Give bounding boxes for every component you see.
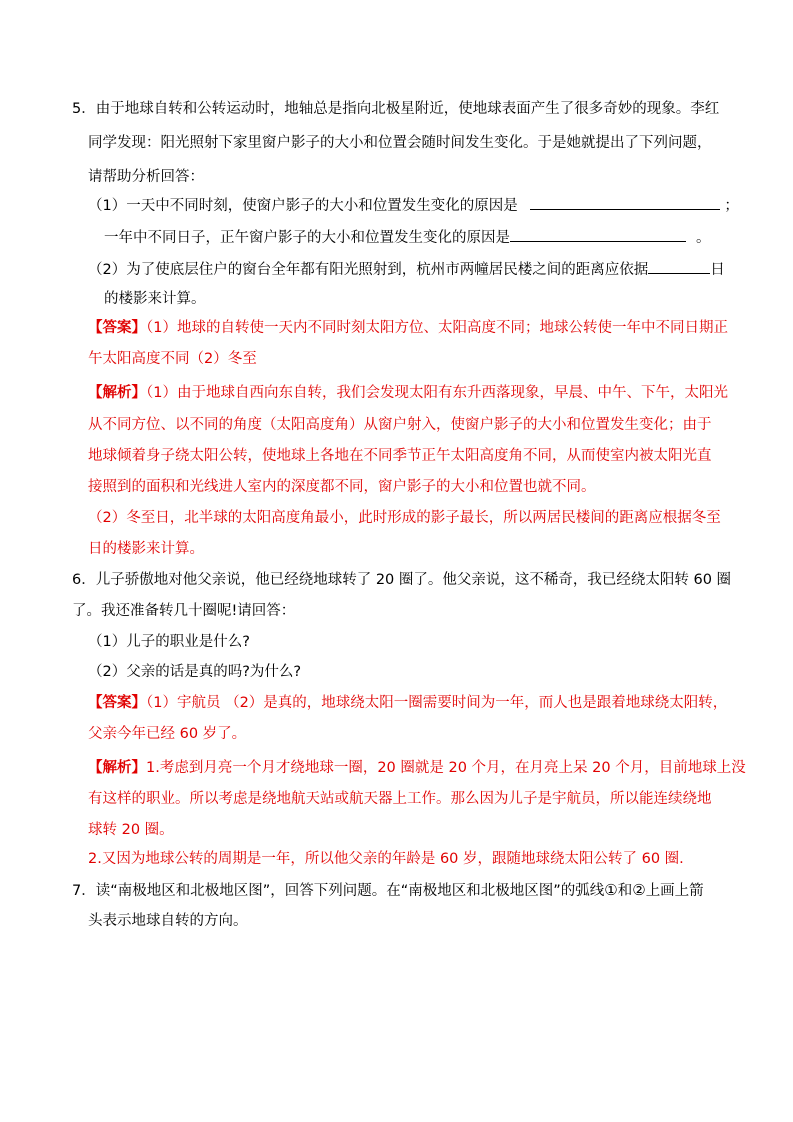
q5-part1-blank-1[interactable] bbox=[530, 194, 720, 210]
q5-part1-end-2: 。 bbox=[696, 230, 711, 246]
q6-part1: （1）儿子的职业是什么? bbox=[88, 634, 250, 650]
q5-analysis-line-4: 接照到的面积和光线进人室内的深度都不同，窗户影子的大小和位置也就不同。 bbox=[88, 479, 596, 495]
q5-analysis-line-1 bbox=[88, 383, 728, 403]
q6-answer-line-1 bbox=[88, 693, 727, 713]
q5-answer-line-1 bbox=[88, 318, 728, 338]
q6-analysis-text-1: 1.考虑到月亮一个月才绕地球一圈，20 圈就是 20 个月，在月亮上呆 20 个月，目前地球上没 bbox=[146, 760, 746, 776]
q5-part1-line-1 bbox=[88, 194, 739, 214]
q6-analysis-line-4: 2.又因为地球公转的周期是一年，所以他父亲的年龄是 60 岁，跟随地球绕太阳公转了 60 圈. bbox=[88, 851, 684, 867]
q6-answer-line-2: 父亲今年已经 60 岁了。 bbox=[88, 726, 247, 742]
q6-part2: （2）父亲的话是真的吗?为什么? bbox=[88, 664, 302, 680]
q5-part2-blank[interactable] bbox=[648, 258, 710, 274]
q5-part1-text: （1）一天中不同时刻，使窗户影子的大小和位置发生变化的原因是 bbox=[88, 198, 518, 214]
q5-part1-end: ； bbox=[724, 198, 739, 214]
q5-stem-line-1: 5．由于地球自转和公转运动时，地轴总是指向北极星附近，使地球表面产生了很多奇妙的现象。李红 bbox=[72, 101, 720, 117]
q5-analysis-line-2: 从不同方位、以不同的角度（太阳高度角）从窗户射入，使窗户影子的大小和位置发生变化；由于 bbox=[88, 417, 712, 433]
q5-analysis-line-6: 日的楼影来计算。 bbox=[88, 541, 204, 557]
q7-mark-2: ② bbox=[632, 881, 646, 899]
q5-answer-text-1: （1）地球的自转使一天内不同时刻太阳方位、太阳高度不同；地球公转使一年中不同日期正 bbox=[146, 320, 728, 336]
q5-analysis-line-5: （2）冬至日，北半球的太阳高度角最小，此时形成的影子最长，所以两居民楼间的距离应根据冬至 bbox=[88, 510, 721, 526]
q5-analysis-line-3: 地球倾着身子绕太阳公转，使地球上各地在不同季节正午太阳高度角不同，从而使室内被太阳光直 bbox=[88, 448, 712, 464]
q6-analysis-line-2: 有这样的职业。所以考虑是绕地航天站或航天器上工作。那么因为儿子是宇航员，所以能连续绕地 bbox=[88, 791, 712, 807]
q6-analysis-line-3: 球转 20 圈。 bbox=[88, 822, 174, 838]
q7-stem-line-1 bbox=[72, 880, 704, 900]
q7-mark-1: ① bbox=[604, 881, 618, 899]
q5-analysis-text-1: （1）由于地球自西向东自转，我们会发现太阳有东升西落现象，早晨、中午、下午，太阳光 bbox=[146, 385, 728, 401]
q5-part1-text-2: 一年中不同日子，正午窗户影子的大小和位置发生变化的原因是 bbox=[104, 230, 510, 246]
q6-stem-line-2: 了。我还准备转几十圈呢!请回答： bbox=[72, 603, 296, 619]
q7-text-a: 7．读“南极地区和北极地区图”，回答下列问题。在“南极地区和北极地区图”的弧线 bbox=[72, 883, 605, 899]
q6-answer-tag: 【答案】 bbox=[88, 695, 146, 711]
q5-answer-line-2: 午太阳高度不同（2）冬至 bbox=[88, 351, 257, 367]
q5-part1-blank-2[interactable] bbox=[510, 226, 686, 242]
q6-analysis-line-1 bbox=[88, 758, 746, 778]
q7-text-c: 上画上箭 bbox=[645, 883, 704, 899]
q7-stem-line-2: 头表示地球自转的方向。 bbox=[88, 913, 248, 929]
q6-analysis-tag: 【解析】 bbox=[88, 760, 146, 776]
q6-stem-line-1: 6．儿子骄傲地对他父亲说，他已经绕地球转了 20 圈了。他父亲说，这不稀奇，我已经绕太阳转 60 圈 bbox=[72, 572, 732, 588]
q5-part2-line-1 bbox=[88, 258, 725, 278]
q5-part2-end: 日 bbox=[710, 262, 725, 278]
q6-answer-text-1: （1）宇航员 （2）是真的，地球绕太阳一圈需要时间为一年，而人也是跟着地球绕太阳转， bbox=[146, 695, 728, 711]
q5-analysis-tag: 【解析】 bbox=[88, 385, 146, 401]
q5-stem-line-2: 同学发现：阳光照射下家里窗户影子的大小和位置会随时间发生变化。于是她就提出了下列问题， bbox=[88, 135, 712, 151]
q5-part1-line-2 bbox=[104, 226, 711, 246]
q7-text-b: 和 bbox=[617, 883, 633, 899]
q5-stem-line-3: 请帮助分析回答： bbox=[88, 169, 204, 185]
q5-part2-text: （2）为了使底层住户的窗台全年都有阳光照射到，杭州市两幢居民楼之间的距离应依据 bbox=[88, 262, 649, 278]
q5-answer-tag: 【答案】 bbox=[88, 320, 146, 336]
q5-part2-line-2: 的楼影来计算。 bbox=[104, 291, 206, 307]
